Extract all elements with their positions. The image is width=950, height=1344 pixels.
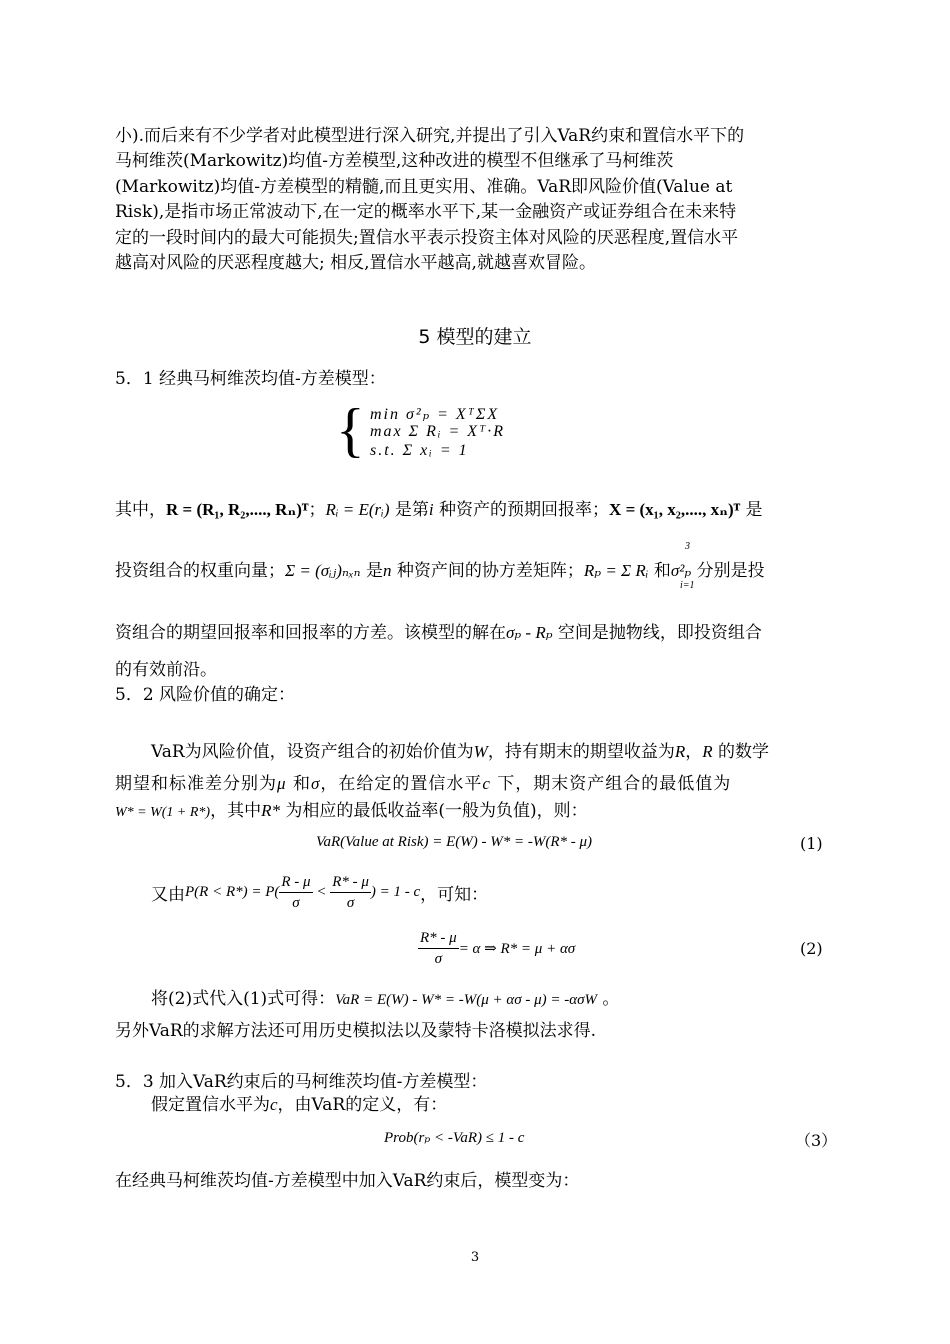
model-return-line: max Σ Rᵢ = Xᵀ·R — [370, 423, 505, 440]
s51-heading: 5．1 经典马柯维茨均值-方差模型： — [115, 369, 386, 389]
left-brace: { — [336, 397, 365, 463]
substitution-line: 将(2)式代入(1)式可得：VaR = E(W) - W* = -W(μ + ασ - μ) = -ασW 。 — [151, 989, 620, 1009]
weight-vector: X = (x₁, x₂,...., xₙ)ᵀ — [609, 500, 741, 519]
var-paragraph-line-1: VaR为风险价值，设资产组合的初始价值为W，持有期末的期望收益为R，R 的数学 — [151, 742, 770, 762]
intro-line: 马柯维茨(Markowitz)均值-方差模型,这种改进的模型不但继承了马柯维茨 — [115, 151, 674, 172]
portfolio-return-formula: Rₚ = Σ Rᵢ — [583, 561, 649, 580]
equation-3-number: （3） — [795, 1131, 838, 1150]
definition-line-2: 投资组合的权重向量；Σ = (σᵢⱼ)ₙₓₙ 是n 种资产间的协方差矩阵；Rₚ = Σ Rᵢ 和σ²ₚ 分别是投 — [115, 561, 765, 581]
definition-line-3: 资组合的期望回报率和回报率的方差。该模型的解在σₚ - Rₚ 空间是抛物线，即投资组合 — [115, 623, 762, 643]
covariance-matrix: Σ = (σᵢⱼ)ₙₓₙ — [285, 561, 361, 580]
other-methods-line: 另外VaR的求解方法还可用历史模拟法以及蒙特卡洛模拟法求得. — [115, 1021, 597, 1041]
equation-1: VaR(Value at Risk) = E(W) - W* = -W(R* - μ) — [316, 834, 593, 850]
probability-line: 又由P(R < R*) = P( $\frac{R - \mu}{\sigma}$ < $\frac{R* - \mu}{\sigma}$ ) = 1 - c，可知： — [151, 874, 489, 911]
intro-line: 越高对风险的厌恶程度越大; 相反,置信水平越高,就越喜欢冒险。 — [115, 253, 596, 274]
equation-3: Prob(rₚ < -VaR) ≤ 1 - c — [384, 1130, 525, 1146]
return-vector: R = (R₁, R₂,...., Rₙ)ᵀ — [166, 500, 309, 519]
sum-upper-limit: 3 — [685, 541, 690, 552]
s52-heading: 5．2 风险价值的确定： — [115, 685, 296, 705]
page-number: 3 — [470, 1250, 480, 1265]
final-line: 在经典马柯维茨均值-方差模型中加入VaR约束后，模型变为： — [115, 1171, 580, 1191]
expected-return-formula: Rᵢ = E(rᵢ) — [325, 500, 390, 519]
definition-line-4: 的有效前沿。 — [115, 660, 217, 680]
portfolio-variance: σ²ₚ — [670, 561, 692, 580]
model-constraint-line: s.t. Σ xᵢ = 1 — [370, 442, 469, 459]
definition-line-1: 其中，R = (R₁, R₂,...., Rₙ)ᵀ；Rᵢ = E(rᵢ) 是第i 种资产的预期回报率；X = (x₁, x₂,...., xₙ)ᵀ 是 — [115, 500, 763, 520]
risk-return-space: σₚ - Rₚ — [506, 623, 553, 642]
intro-line: Risk),是指市场正常波动下,在一定的概率水平下,某一金融资产或证券组合在未来特 — [115, 202, 737, 223]
intro-paragraph — [115, 124, 837, 276]
equation-1-number: (1) — [800, 834, 823, 853]
section-title: 5 模型的建立 — [418, 326, 532, 348]
equation-2: $\frac{R* - \mu}{\sigma}$ = α ⇒ R* = μ + ασ — [420, 930, 576, 967]
intro-line: 小).而后来有不少学者对此模型进行深入研究,并提出了引入VaR约束和置信水平下的 — [115, 126, 745, 146]
assumption-line: 假定置信水平为c，由VaR的定义，有： — [151, 1095, 448, 1115]
s53-heading: 5．3 加入VaR约束后的马柯维茨均值-方差模型： — [115, 1072, 488, 1092]
intro-line: (Markowitz)均值-方差模型的精髓,而且更实用、准确。VaR即风险价值(Value at — [115, 176, 733, 197]
var-paragraph-line-3: W* = W(1 + R*)，其中R* 为相应的最低收益率(一般为负值)，则： — [115, 801, 588, 821]
var-paragraph-line-2: 期望和标准差分别为μ 和σ，在给定的置信水平c 下，期末资产组合的最低值为 — [115, 774, 732, 794]
sum-lower-limit: i=1 — [680, 580, 695, 591]
intro-line: 定的一段时间内的最大可能损失;置信水平表示投资主体对风险的厌恶程度,置信水平 — [115, 227, 739, 248]
model-objective-line: min σ²ₚ = XᵀΣX — [370, 406, 500, 423]
equation-2-number: (2) — [800, 939, 823, 958]
